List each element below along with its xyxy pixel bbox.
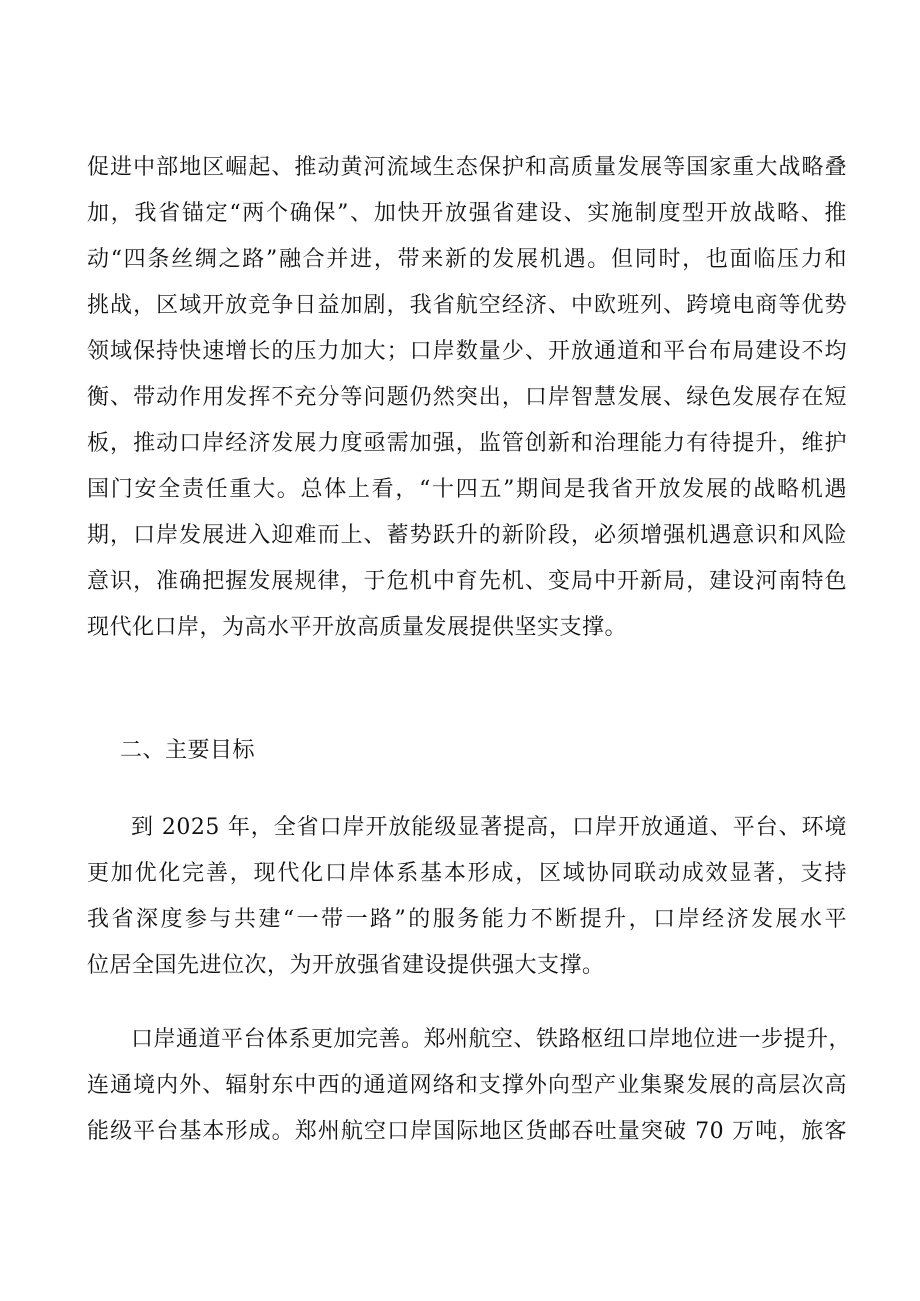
text-line: 加，我省锚定“两个确保”、加快开放强省建设、实施制度型开放战略、推 — [87, 201, 847, 226]
paragraph-main-goals — [87, 805, 847, 989]
text-line: 促进中部地区崛起、推动黄河流域生态保护和高质量发展等国家重大战略叠 — [87, 155, 847, 180]
text-line: 位居全国先进位次，为开放强省建设提供强大支撑。 — [87, 953, 605, 978]
text-line: 连通境内外、辐射东中西的通道网络和支撑外向型产业集聚发展的高层次高 — [87, 1073, 847, 1098]
paragraph-strategic-context — [87, 145, 847, 651]
text-line: 动“四条丝绸之路”融合并进，带来新的发展机遇。但同时，也面临压力和 — [87, 247, 847, 272]
text-line: 领域保持快速增长的压力加大；口岸数量少、开放通道和平台布局建设不均 — [87, 339, 847, 364]
text-line: 我省深度参与共建“一带一路”的服务能力不断提升，口岸经济发展水平 — [87, 907, 847, 932]
text-line: 国门安全责任重大。总体上看，“十四五”期间是我省开放发展的战略机遇 — [87, 477, 847, 502]
text-line: 更加优化完善，现代化口岸体系基本形成，区域协同联动成效显著，支持 — [87, 861, 847, 886]
text-line: 衡、带动作用发挥不充分等问题仍然突出，口岸智慧发展、绿色发展存在短 — [87, 385, 847, 410]
text-line: 能级平台基本形成。郑州航空口岸国际地区货邮吞吐量突破 70 万吨，旅客 — [87, 1119, 847, 1144]
paragraph-port-platforms — [87, 1017, 852, 1155]
text-line: 到 2025 年，全省口岸开放能级显著提高，口岸开放通道、平台、环境 — [131, 815, 847, 840]
text-line: 意识，准确把握发展规律，于危机中育先机、变局中开新局，建设河南特色 — [87, 569, 847, 594]
section-heading: 二、主要目标 — [120, 738, 256, 763]
text-line: 期，口岸发展进入迎难而上、蓄势跃升的新阶段，必须增强机遇意识和风险 — [87, 523, 847, 548]
text-line: 板，推动口岸经济发展力度亟需加强，监管创新和治理能力有待提升，维护 — [87, 431, 847, 456]
text-line: 现代化口岸，为高水平开放高质量发展提供坚实支撑。 — [87, 615, 628, 640]
text-line: 挑战，区域开放竞争日益加剧，我省航空经济、中欧班列、跨境电商等优势 — [87, 293, 847, 318]
text-line: 口岸通道平台体系更加完善。郑州航空、铁路枢纽口岸地位进一步提升， — [131, 1027, 852, 1052]
